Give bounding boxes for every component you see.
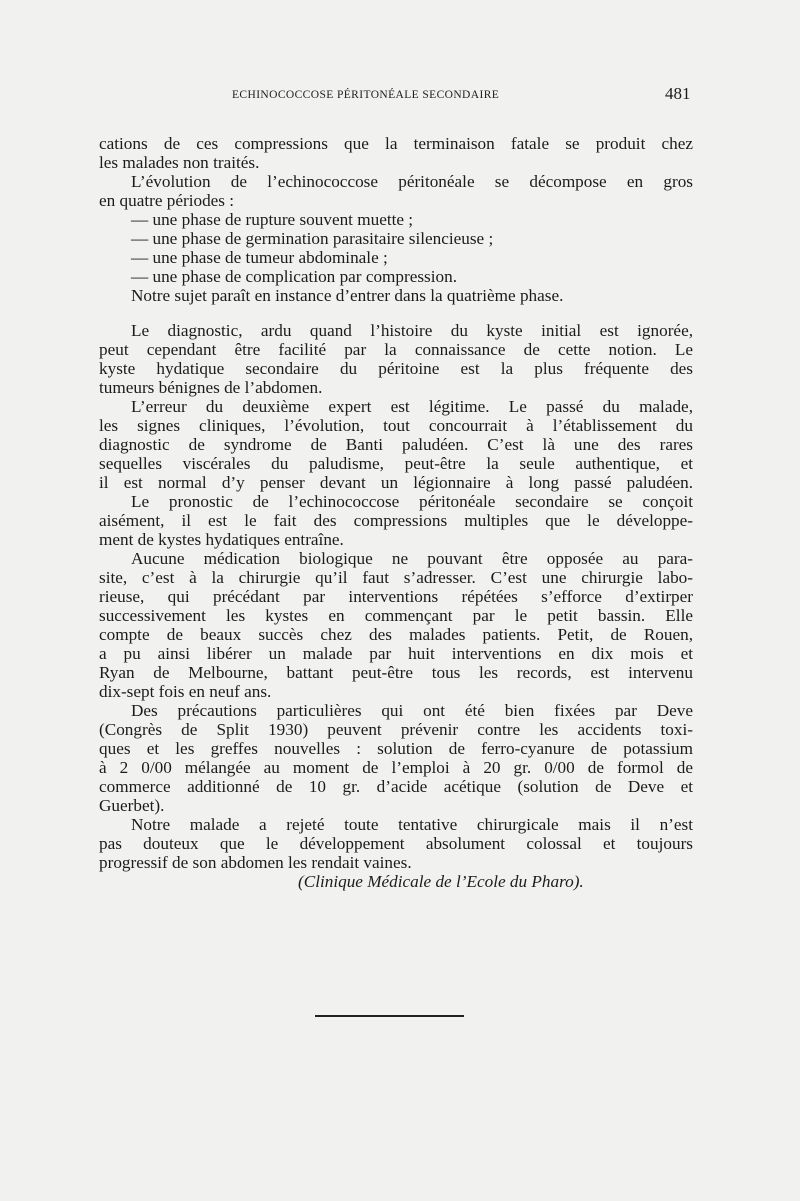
text-line: sequelles viscérales du paludisme, peut-être la seule authentique, et bbox=[99, 454, 693, 473]
affiliation-signature: (Clinique Médicale de l’Ecole du Pharo). bbox=[298, 872, 584, 891]
text-line: Ryan de Melbourne, battant peut-être tous les records, est intervenu bbox=[99, 663, 693, 682]
text-line: successivement les kystes en commençant par le petit bassin. Elle bbox=[99, 606, 693, 625]
end-rule bbox=[315, 1015, 464, 1017]
text-line: rieuse, qui précédant par interventions répétées s’efforce d’extirper bbox=[99, 587, 693, 606]
text-line: commerce additionné de 10 gr. d’acide acétique (solution de Deve et bbox=[99, 777, 693, 796]
text-line: en quatre périodes : bbox=[99, 191, 235, 210]
text-line: Aucune médication biologique ne pouvant être opposée au para- bbox=[131, 549, 693, 568]
text-line: Guerbet). bbox=[99, 796, 165, 815]
text-line: cations de ces compressions que la terminaison fatale se produit chez bbox=[99, 134, 693, 153]
text-line: les malades non traités. bbox=[99, 153, 260, 172]
text-line: Notre malade a rejeté toute tentative chirurgicale mais il n’est bbox=[131, 815, 693, 834]
text-line: Notre sujet paraît en instance d’entrer dans la quatrième phase. bbox=[131, 286, 564, 305]
text-line: progressif de son abdomen les rendait vaines. bbox=[99, 853, 412, 872]
text-line: tumeurs bénignes de l’abdomen. bbox=[99, 378, 323, 397]
text-line: L’erreur du deuxième expert est légitime. Le passé du malade, bbox=[131, 397, 693, 416]
text-line: ment de kystes hydatiques entraîne. bbox=[99, 530, 344, 549]
text-line: (Congrès de Split 1930) peuvent prévenir contre les accidents toxi- bbox=[99, 720, 693, 739]
text-line: Le diagnostic, ardu quand l’histoire du kyste initial est ignorée, bbox=[131, 321, 693, 340]
running-title: ECHINOCOCCOSE PÉRITONÉALE SECONDAIRE bbox=[232, 89, 500, 101]
text-line: Des précautions particulières qui ont été bien fixées par Deve bbox=[131, 701, 693, 720]
text-line: pas douteux que le développement absolument colossal et toujours bbox=[99, 834, 693, 853]
text-line: a pu ainsi libérer un malade par huit interventions en dix mois et bbox=[99, 644, 693, 663]
text-line: dix-sept fois en neuf ans. bbox=[99, 682, 272, 701]
text-line: L’évolution de l’echinococcose péritonéale se décompose en gros bbox=[131, 172, 693, 191]
text-line: Le pronostic de l’echinococcose péritonéale secondaire se conçoit bbox=[131, 492, 693, 511]
text-line: ques et les greffes nouvelles : solution de ferro-cyanure de potassium bbox=[99, 739, 693, 758]
text-line: kyste hydatique secondaire du péritoine est la plus fréquente des bbox=[99, 359, 693, 378]
text-line: peut cependant être facilité par la connaissance de cette notion. Le bbox=[99, 340, 693, 359]
list-item: — une phase de complication par compression. bbox=[131, 267, 457, 286]
text-line: à 2 0/00 mélangée au moment de l’emploi à 20 gr. 0/00 de formol de bbox=[99, 758, 693, 777]
text-line: site, c’est à la chirurgie qu’il faut s’adresser. C’est une chirurgie labo- bbox=[99, 568, 693, 587]
list-item: — une phase de rupture souvent muette ; bbox=[131, 210, 414, 229]
text-line: compte de beaux succès chez des malades patients. Petit, de Rouen, bbox=[99, 625, 693, 644]
page-number: 481 bbox=[665, 84, 691, 103]
text-line: il est normal d’y penser devant un légionnaire à long passé paludéen. bbox=[99, 473, 693, 492]
list-item: — une phase de germination parasitaire silencieuse ; bbox=[131, 229, 494, 248]
text-line: diagnostic de syndrome de Banti paludéen. C’est là une des rares bbox=[99, 435, 693, 454]
text-line: aisément, il est le fait des compressions multiples que le développe- bbox=[99, 511, 693, 530]
text-line: les signes cliniques, l’évolution, tout concourrait à l’établissement du bbox=[99, 416, 693, 435]
list-item: — une phase de tumeur abdominale ; bbox=[131, 248, 388, 267]
